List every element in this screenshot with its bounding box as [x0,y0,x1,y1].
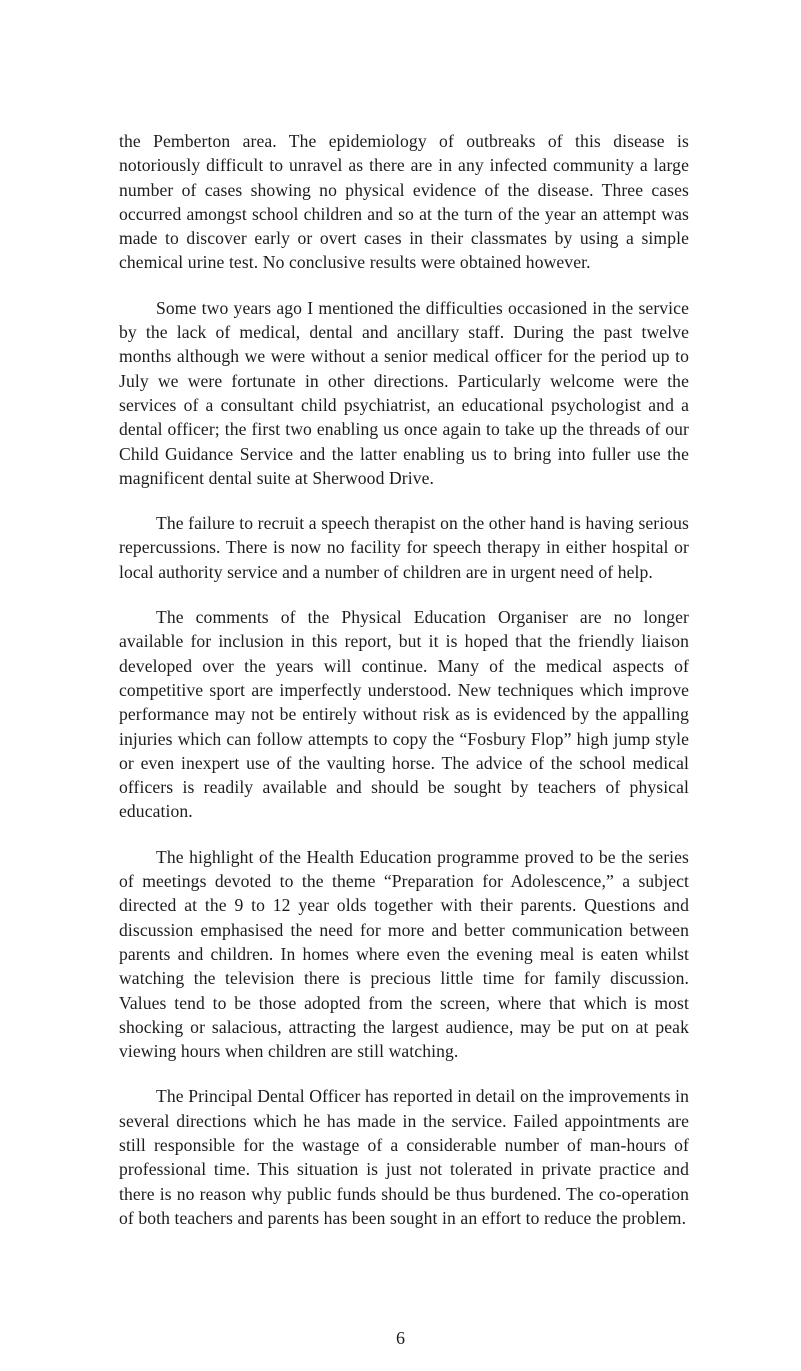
paragraph-staffing: Some two years ago I mentioned the difficulties occasioned in the service by the lack of medical, dental and ancillary staff. During the past twelve months although we were without a senior medical officer for the period up to July we were fortunate in other directions. Particularly welcome were the services of a consultant child psychiatrist, an educational psychologist and a dental officer; the first two enabling us once again to take up the threads of our Child Guidance Service and the latter enabling us to bring into fuller use the magnificent dental suite at Sherwood Drive. [119,297,689,488]
page-number: 6 [396,1328,405,1348]
paragraph-speech-therapy: The failure to recruit a speech therapist on the other hand is having serious repercussions. There is now no facility for speech therapy in either hospital or local authority service and a number of children are in urgent need of help. [119,513,689,582]
paragraph-pemberton-epidemiology: the Pemberton area. The epidemiology of outbreaks of this disease is notoriously difficult to unravel as there are in any infected community a large number of cases showing no physical evidence of the disease. Three cases occurred amongst school children and so at the turn of the year an attempt was made to discover early or overt cases in their classmates by using a simple chemical urine test. No conclusive results were obtained however. [119,131,689,273]
body-text [119,129,689,1251]
paragraph-dental-officer: The Principal Dental Officer has reported in detail on the improvements in several directions which he has made in the service. Failed appointments are still responsible for the wastage of a considerable number of man-hours of professional time. This situation is just not tolerated in private practice and there is no reason why public funds should be thus burdened. The co-operation of both teachers and parents has been sought in an effort to reduce the problem. [119,1086,689,1228]
paragraph-health-education: The highlight of the Health Education programme proved to be the series of meetings devoted to the theme “Preparation for Adolescence,” a subject directed at the 9 to 12 year olds together with their parents. Questions and discussion emphasised the need for more and better communication between parents and children. In homes where even the evening meal is eaten whilst watching the television there is precious little time for family discussion. Values tend to be those adopted from the screen, where that which is most shocking or salacious, attracting the largest audience, may be put on at peak viewing hours when children are still watching. [119,846,689,1062]
paragraph-physical-education: The comments of the Physical Education Organiser are no longer available for inclusion in this report, but it is hoped that the friendly liaison developed over the years will continue. Many of the medical aspects of competitive sport are imperfectly understood. New techniques which improve performance may not be entirely without risk as is evidenced by the appalling injuries which can follow attempts to copy the “Fosbury Flop” high jump style or even inexpert use of the vaulting horse. The advice of the school medical officers is readily available and should be sought by teachers of physical education. [119,607,689,822]
